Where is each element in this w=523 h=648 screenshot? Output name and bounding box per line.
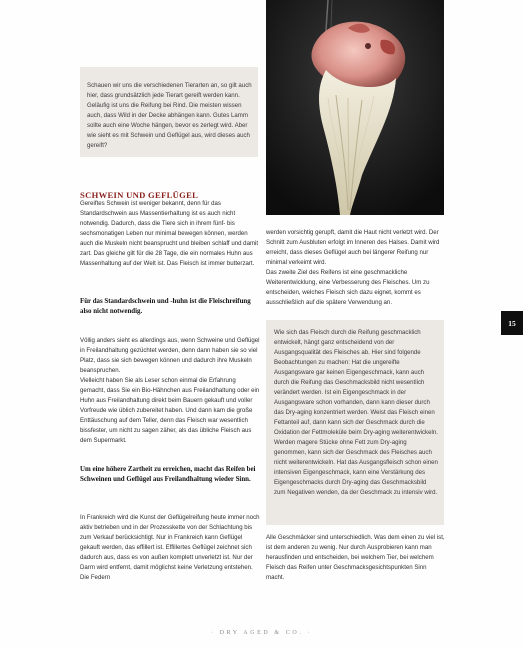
intro-text: Schauen wir uns die verschiedenen Tierarten an, so gilt auch hier, dass grundsätzlich jede Tierart gereift werden kann. Geläufig ist uns die Reifung bei Rind. Die meisten wissen auch, dass Wild in der Decke abhängen kann. Gutes Lamm sollte auch eine Woche hängen, bevor es zerlegt wird. Aber wie sieht es mit Schwein und Geflügel aus, wird dieses auch gereift?: [87, 82, 252, 149]
page-number: 15: [508, 318, 516, 328]
poultry-image: [266, 0, 444, 215]
left-column-middle: [80, 336, 260, 446]
sidebar-text: Wie sich das Fleisch durch die Reifung geschmacklich entwickelt, hängt ganz entscheidend von der Ausgangsqualität des Fleisches ab. Hier sind folgende Beobachtungen zu machen: Hat die ungereifte Ausgangsware gar keinen Eigengeschmack, kann auch durch die Reifung das Geschmacksbild nicht wesentlich verändert werden. Ist ein Eigengeschmack in der Ausgangsware schon vorhanden, dann kann dieser durch das Dry-aging konzentriert werden. Weist das Fleisch einen Fettanteil auf, dann kann sich der Geschmack durch die Oxidation der Fettmoleküle beim Dry-aging weiterentwickeln. Werden magere Stücke ohne Fett zum Dry-aging genommen, kann sich der Geschmack des Fleisches auch nicht weiterentwickeln. Hat das Ausgangsfleisch schon einen intensiven Eigengeschmack, kann eine Verstärkung des Eigengeschmacks durch Dry-aging das Geschmacksbild zum Negativen wenden, da der Geschmack zu intensiv wird.: [274, 329, 438, 496]
left-paragraph-1: Gereiftes Schwein ist weniger bekannt, denn für das Standardschwein aus Massentierhaltung ist es auch nicht notwendig. Dadurch, dass die Tiere sich in ihrem fünf- bis sechsmonatigen Leben nur minimal bewegen können, werden auch die Muskeln nicht beansprucht und bleiben schlaff und damit zart. Das gleiche gilt für die 28 Tage, die ein normales Huhn aus Massenhaltung auf der Welt ist. Das Fleisch ist immer butterzart.: [80, 200, 259, 267]
left-paragraph-3: Vielleicht haben Sie als Leser schon einmal die Erfahrung gemacht, dass Sie ein Bio-Hähnchen aus Freilandhaltung oder ein Huhn aus Freilandhaltung direkt beim Bauern gekauft und voller Vorfreude wie üblich zubereitet haben. Und dann kam die große Enttäuschung auf dem Teller, denn das Fleisch war wesentlich bissfester, um nicht zu sagen zäher, als das übliche Fleisch aus dem Supermarkt.: [80, 377, 260, 444]
left-paragraph-2: Völlig anders sieht es allerdings aus, wenn Schweine und Geflügel in Freilandhaltung gezüchtet werden, denn dann haben sie so viel Platz, dass sie sich bewegen können und dadurch ihre Muskeln beanspruchen.: [80, 337, 260, 374]
pull-quote-1: Für das Standardschwein und -huhn ist die Fleischreifung also nicht notwendig.: [80, 298, 251, 315]
hanging-poultry-photo: [266, 0, 444, 215]
sidebar-box: [266, 320, 444, 525]
right-paragraph-1: werden vorsichtig gerupft, damit die Haut nicht verletzt wird. Der Schnitt zum Ausbluten erfolgt im Inneren des Halses. Damit wird erreicht, dass dieses Geflügel auch bei längerer Reifung nur minimal verkeimt wird.: [266, 229, 440, 266]
right-column-bottom: [266, 533, 446, 583]
right-paragraph-2: Das zweite Ziel des Reifens ist eine geschmackliche Weiterentwicklung, eine Verbesserung des Fleisches. Um zu entscheiden, welches Fleisch sich dazu eignet, kommt es ausschließlich auf die spätere Verwendung an.: [266, 269, 430, 306]
page-number-tab: [501, 311, 523, 335]
left-column-bottom: [80, 513, 260, 583]
right-column-top: [266, 228, 446, 308]
section-heading: SCHWEIN UND GEFLÜGEL: [80, 190, 199, 200]
intro-box: [80, 67, 258, 157]
pull-quote-2: Um eine höhere Zartheit zu erreichen, macht das Reifen bei Schweinen und Geflügel aus Freilandhaltung wieder Sinn.: [80, 466, 256, 483]
left-column-top: [80, 199, 260, 269]
right-paragraph-3: Alle Geschmäcker sind unterschiedlich. Was dem einen zu viel ist, ist dem anderen zu wenig. Nur durch Ausprobieren kann man herausfinden und entscheiden, bei welchem Tier, bei welchem Fleisch das Reifen unter Geschmacksgesichtspunkten Sinn macht.: [266, 534, 445, 581]
footer-brand: · DRY AGED & CO. ·: [210, 630, 313, 636]
left-paragraph-4: In Frankreich wird die Kunst der Geflügelreifung heute immer noch aktiv betrieben und in der Prozesskette von der Schlachtung bis zum Verkauf berücksichtigt. Nur in Frankreich kann Geflügel gekauft werden, das effillert ist. Effillertes Geflügel zeichnet sich dadurch aus, dass es von außen komplett unverletzt ist. Nur der Darm wird entfernt, damit möglichst keine Verletzung entstehen. Die Federn: [80, 514, 260, 581]
